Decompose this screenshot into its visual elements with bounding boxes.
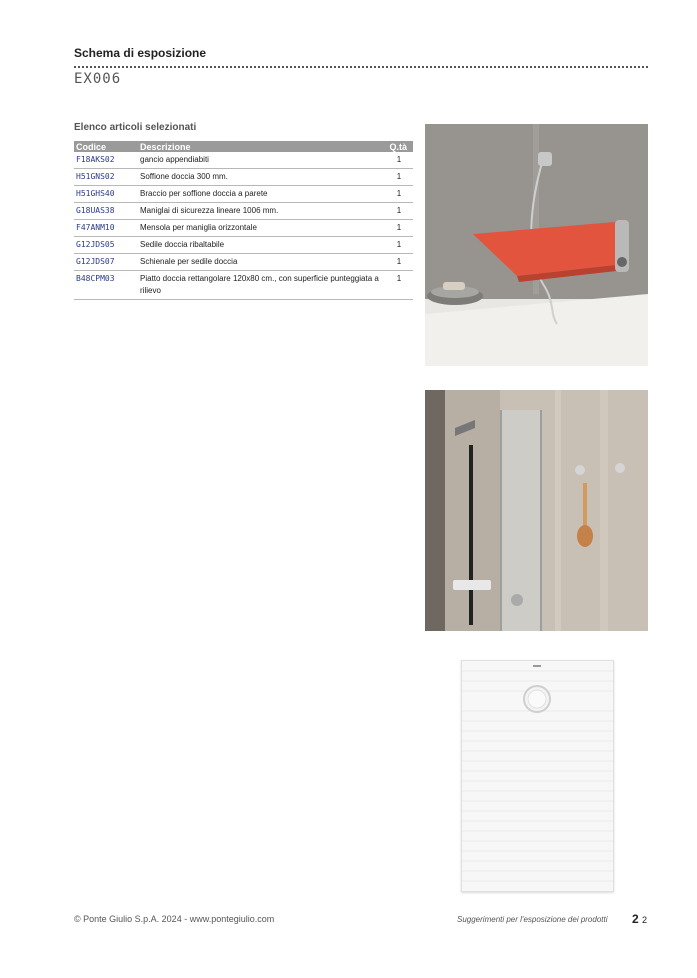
item-qty: 1 bbox=[385, 152, 413, 169]
item-qty: 1 bbox=[385, 203, 413, 220]
table-row bbox=[74, 203, 413, 220]
item-code: G12JDS07 bbox=[74, 254, 138, 271]
item-qty: 1 bbox=[385, 186, 413, 203]
footer-copyright: © Ponte Giulio S.p.A. 2024 - www.pontegiulio.com bbox=[74, 914, 275, 924]
page-number-main: 2 bbox=[632, 912, 639, 926]
column-header-code: Codice bbox=[74, 141, 138, 152]
item-code: H51GNS02 bbox=[74, 169, 138, 186]
table-row bbox=[74, 152, 413, 169]
section-title: Schema di esposizione bbox=[74, 46, 207, 60]
item-qty: 1 bbox=[385, 220, 413, 237]
shower-tray-photo bbox=[461, 660, 614, 892]
item-description: gancio appendiabiti bbox=[138, 152, 385, 169]
column-header-description: Descrizione bbox=[138, 141, 385, 152]
item-code: B48CPM03 bbox=[74, 271, 138, 300]
exhibit-code: EX006 bbox=[74, 71, 122, 87]
item-description: Schienale per sedile doccia bbox=[138, 254, 385, 271]
item-description: Maniglai di sicurezza lineare 1006 mm. bbox=[138, 203, 385, 220]
item-qty: 1 bbox=[385, 237, 413, 254]
item-qty: 1 bbox=[385, 169, 413, 186]
item-description: Mensola per maniglia orizzontale bbox=[138, 220, 385, 237]
table-row bbox=[74, 254, 413, 271]
table-header-row bbox=[74, 141, 413, 152]
item-code: G12JDS05 bbox=[74, 237, 138, 254]
table-row bbox=[74, 220, 413, 237]
shower-seat-photo bbox=[425, 124, 648, 366]
column-header-qty: Q.tà bbox=[385, 141, 413, 152]
item-description: Piatto doccia rettangolare 120x80 cm., con superficie punteggiata a rilievo bbox=[138, 271, 385, 300]
shower-tray-illustration bbox=[462, 661, 613, 891]
item-qty: 1 bbox=[385, 271, 413, 300]
table-row bbox=[74, 186, 413, 203]
shower-enclosure-illustration bbox=[425, 390, 648, 631]
shower-seat-illustration bbox=[425, 124, 648, 366]
table-row bbox=[74, 271, 413, 300]
item-qty: 1 bbox=[385, 254, 413, 271]
list-title: Elenco articoli selezionati bbox=[74, 122, 197, 133]
dotted-divider bbox=[74, 66, 648, 68]
item-code: F47ANM10 bbox=[74, 220, 138, 237]
table-row bbox=[74, 237, 413, 254]
shower-enclosure-photo bbox=[425, 390, 648, 631]
item-code: G18UAS38 bbox=[74, 203, 138, 220]
footer-caption: Suggerimenti per l'esposizione dei prodotti bbox=[457, 915, 608, 924]
item-code: H51GHS40 bbox=[74, 186, 138, 203]
item-description: Sedile doccia ribaltabile bbox=[138, 237, 385, 254]
table-row bbox=[74, 169, 413, 186]
page-number bbox=[632, 912, 647, 926]
item-description: Braccio per soffione doccia a parete bbox=[138, 186, 385, 203]
items-table bbox=[74, 141, 413, 300]
item-code: F18AKS02 bbox=[74, 152, 138, 169]
page-number-small: 2 bbox=[642, 915, 648, 925]
item-description: Soffione doccia 300 mm. bbox=[138, 169, 385, 186]
